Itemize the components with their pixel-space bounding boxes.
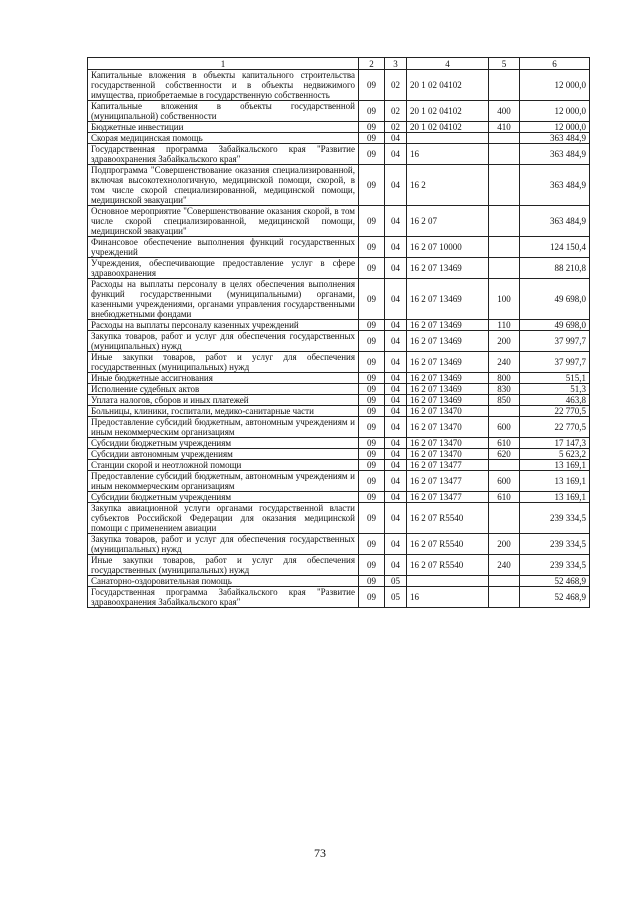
subsection-code: 04 bbox=[385, 555, 407, 576]
amount-value: 52 468,9 bbox=[520, 587, 590, 608]
section-code: 09 bbox=[359, 384, 385, 395]
expense-type-code bbox=[489, 406, 520, 417]
section-code: 09 bbox=[359, 122, 385, 133]
row-description: Станции скорой и неотложной помощи bbox=[88, 460, 359, 471]
expense-type-code: 600 bbox=[489, 417, 520, 438]
target-article-code: 16 2 07 10000 bbox=[407, 237, 489, 258]
amount-value: 37 997,7 bbox=[520, 352, 590, 373]
table-row bbox=[88, 555, 590, 576]
amount-value: 239 334,5 bbox=[520, 534, 590, 555]
target-article-code: 16 2 07 13477 bbox=[407, 471, 489, 492]
amount-value: 12 000,0 bbox=[520, 70, 590, 101]
section-code: 09 bbox=[359, 534, 385, 555]
subsection-code: 04 bbox=[385, 206, 407, 237]
table-body bbox=[88, 70, 590, 608]
target-article-code: 20 1 02 04102 bbox=[407, 122, 489, 133]
expense-type-code: 100 bbox=[489, 279, 520, 320]
target-article-code: 16 2 07 13469 bbox=[407, 373, 489, 384]
table-row bbox=[88, 122, 590, 133]
subsection-code: 04 bbox=[385, 144, 407, 165]
target-article-code: 20 1 02 04102 bbox=[407, 101, 489, 122]
target-article-code: 16 2 07 bbox=[407, 206, 489, 237]
header-row bbox=[88, 58, 590, 70]
amount-value: 22 770,5 bbox=[520, 406, 590, 417]
target-article-code: 16 bbox=[407, 144, 489, 165]
row-description: Субсидии бюджетным учреждениям bbox=[88, 492, 359, 503]
column-header: 5 bbox=[489, 58, 520, 70]
table-row bbox=[88, 373, 590, 384]
section-code: 09 bbox=[359, 320, 385, 331]
amount-value: 51,3 bbox=[520, 384, 590, 395]
row-description: Учреждения, обеспечивающие предоставление услуг в сфере здравоохранения bbox=[88, 258, 359, 279]
subsection-code: 04 bbox=[385, 279, 407, 320]
row-description: Бюджетные инвестиции bbox=[88, 122, 359, 133]
row-description: Иные закупки товаров, работ и услуг для обеспечения государственных (муниципальных) нужд bbox=[88, 352, 359, 373]
amount-value: 239 334,5 bbox=[520, 555, 590, 576]
expense-type-code: 240 bbox=[489, 352, 520, 373]
table-header bbox=[88, 58, 590, 70]
target-article-code bbox=[407, 133, 489, 144]
row-description: Предоставление субсидий бюджетным, автономным учреждениям и иным некоммерческим организациям bbox=[88, 417, 359, 438]
subsection-code: 04 bbox=[385, 417, 407, 438]
subsection-code: 04 bbox=[385, 373, 407, 384]
table-row bbox=[88, 352, 590, 373]
row-description: Расходы на выплаты персоналу в целях обеспечения выполнения функций государственными (муниципальными) органами, казенными учреждениями, органами управления государственными внебюджетными фондами bbox=[88, 279, 359, 320]
amount-value: 5 623,2 bbox=[520, 449, 590, 460]
target-article-code: 16 2 07 13470 bbox=[407, 449, 489, 460]
section-code: 09 bbox=[359, 587, 385, 608]
amount-value: 49 698,0 bbox=[520, 279, 590, 320]
expense-type-code bbox=[489, 133, 520, 144]
amount-value: 12 000,0 bbox=[520, 101, 590, 122]
amount-value: 124 150,4 bbox=[520, 237, 590, 258]
row-description: Иные закупки товаров, работ и услуг для обеспечения государственных (муниципальных) нужд bbox=[88, 555, 359, 576]
subsection-code: 02 bbox=[385, 101, 407, 122]
row-description: Подпрограмма "Совершенствование оказания специализированной, включая высокотехнологичную, медицинской помощи, скорой, в том числе скорой специализированной, медицинской помощи, медицинской эвакуации" bbox=[88, 165, 359, 206]
expense-type-code bbox=[489, 587, 520, 608]
expense-type-code: 850 bbox=[489, 395, 520, 406]
expense-type-code: 110 bbox=[489, 320, 520, 331]
budget-table bbox=[87, 57, 590, 608]
section-code: 09 bbox=[359, 133, 385, 144]
expense-type-code: 200 bbox=[489, 331, 520, 352]
row-description: Государственная программа Забайкальского края "Развитие здравоохранения Забайкальского края" bbox=[88, 144, 359, 165]
table-row bbox=[88, 438, 590, 449]
table-row bbox=[88, 320, 590, 331]
table-row bbox=[88, 534, 590, 555]
section-code: 09 bbox=[359, 460, 385, 471]
expense-type-code: 620 bbox=[489, 449, 520, 460]
row-description: Закупка товаров, работ и услуг для обеспечения государственных (муниципальных) нужд bbox=[88, 534, 359, 555]
row-description: Субсидии бюджетным учреждениям bbox=[88, 438, 359, 449]
subsection-code: 05 bbox=[385, 587, 407, 608]
amount-value: 49 698,0 bbox=[520, 320, 590, 331]
table-row bbox=[88, 331, 590, 352]
row-description: Иные бюджетные ассигнования bbox=[88, 373, 359, 384]
expense-type-code bbox=[489, 70, 520, 101]
target-article-code: 16 2 07 13470 bbox=[407, 438, 489, 449]
expense-type-code: 410 bbox=[489, 122, 520, 133]
section-code: 09 bbox=[359, 417, 385, 438]
row-description: Государственная программа Забайкальского края "Развитие здравоохранения Забайкальского края" bbox=[88, 587, 359, 608]
target-article-code: 16 2 bbox=[407, 165, 489, 206]
section-code: 09 bbox=[359, 206, 385, 237]
target-article-code: 16 2 07 13469 bbox=[407, 331, 489, 352]
table-row bbox=[88, 258, 590, 279]
row-description: Основное мероприятие "Совершенствование оказания скорой, в том числе скорой специализированной, медицинской помощи, медицинской эвакуации" bbox=[88, 206, 359, 237]
row-description: Закупка авиационной услуги органами государственной власти субъектов Российской Федерации для оказания медицинской помощи с применением авиации bbox=[88, 503, 359, 534]
section-code: 09 bbox=[359, 237, 385, 258]
subsection-code: 04 bbox=[385, 471, 407, 492]
row-description: Расходы на выплаты персоналу казенных учреждений bbox=[88, 320, 359, 331]
amount-value: 515,1 bbox=[520, 373, 590, 384]
table-row bbox=[88, 576, 590, 587]
target-article-code bbox=[407, 576, 489, 587]
expense-type-code: 400 bbox=[489, 101, 520, 122]
amount-value: 52 468,9 bbox=[520, 576, 590, 587]
row-description: Скорая медицинская помощь bbox=[88, 133, 359, 144]
target-article-code: 16 2 07 13470 bbox=[407, 417, 489, 438]
section-code: 09 bbox=[359, 373, 385, 384]
table-row bbox=[88, 384, 590, 395]
table-row bbox=[88, 144, 590, 165]
target-article-code: 16 2 07 13469 bbox=[407, 395, 489, 406]
section-code: 09 bbox=[359, 395, 385, 406]
section-code: 09 bbox=[359, 258, 385, 279]
expense-type-code bbox=[489, 576, 520, 587]
amount-value: 363 484,9 bbox=[520, 165, 590, 206]
amount-value: 13 169,1 bbox=[520, 460, 590, 471]
subsection-code: 02 bbox=[385, 122, 407, 133]
table-row bbox=[88, 237, 590, 258]
table-row bbox=[88, 133, 590, 144]
row-description: Исполнение судебных актов bbox=[88, 384, 359, 395]
amount-value: 13 169,1 bbox=[520, 492, 590, 503]
table-row bbox=[88, 449, 590, 460]
target-article-code: 16 2 07 13469 bbox=[407, 384, 489, 395]
section-code: 09 bbox=[359, 555, 385, 576]
table-row bbox=[88, 70, 590, 101]
subsection-code: 04 bbox=[385, 258, 407, 279]
subsection-code: 04 bbox=[385, 352, 407, 373]
section-code: 09 bbox=[359, 576, 385, 587]
section-code: 09 bbox=[359, 492, 385, 503]
amount-value: 363 484,9 bbox=[520, 206, 590, 237]
row-description: Уплата налогов, сборов и иных платежей bbox=[88, 395, 359, 406]
row-description: Предоставление субсидий бюджетным, автономным учреждениям и иным некоммерческим организациям bbox=[88, 471, 359, 492]
table-row bbox=[88, 587, 590, 608]
table-row bbox=[88, 492, 590, 503]
amount-value: 12 000,0 bbox=[520, 122, 590, 133]
section-code: 09 bbox=[359, 144, 385, 165]
section-code: 09 bbox=[359, 279, 385, 320]
target-article-code: 16 2 07 13477 bbox=[407, 460, 489, 471]
row-description: Закупка товаров, работ и услуг для обеспечения государственных (муниципальных) нужд bbox=[88, 331, 359, 352]
target-article-code: 16 2 07 13469 bbox=[407, 352, 489, 373]
subsection-code: 04 bbox=[385, 492, 407, 503]
expense-type-code: 830 bbox=[489, 384, 520, 395]
column-header: 3 bbox=[385, 58, 407, 70]
amount-value: 22 770,5 bbox=[520, 417, 590, 438]
expense-type-code bbox=[489, 237, 520, 258]
section-code: 09 bbox=[359, 352, 385, 373]
table-row bbox=[88, 279, 590, 320]
expense-type-code bbox=[489, 144, 520, 165]
target-article-code: 16 2 07 13469 bbox=[407, 320, 489, 331]
amount-value: 239 334,5 bbox=[520, 503, 590, 534]
target-article-code: 16 2 07 R5540 bbox=[407, 555, 489, 576]
subsection-code: 04 bbox=[385, 237, 407, 258]
section-code: 09 bbox=[359, 471, 385, 492]
subsection-code: 05 bbox=[385, 576, 407, 587]
subsection-code: 04 bbox=[385, 133, 407, 144]
expense-type-code bbox=[489, 460, 520, 471]
table-row bbox=[88, 406, 590, 417]
amount-value: 37 997,7 bbox=[520, 331, 590, 352]
target-article-code: 16 2 07 13469 bbox=[407, 258, 489, 279]
section-code: 09 bbox=[359, 449, 385, 460]
target-article-code: 16 2 07 R5540 bbox=[407, 503, 489, 534]
expense-type-code bbox=[489, 206, 520, 237]
subsection-code: 04 bbox=[385, 384, 407, 395]
table-row bbox=[88, 101, 590, 122]
subsection-code: 04 bbox=[385, 320, 407, 331]
column-header: 6 bbox=[520, 58, 590, 70]
subsection-code: 04 bbox=[385, 449, 407, 460]
row-description: Санаторно-оздоровительная помощь bbox=[88, 576, 359, 587]
table-row bbox=[88, 503, 590, 534]
section-code: 09 bbox=[359, 70, 385, 101]
table-row bbox=[88, 395, 590, 406]
subsection-code: 04 bbox=[385, 460, 407, 471]
amount-value: 363 484,9 bbox=[520, 133, 590, 144]
target-article-code: 20 1 02 04102 bbox=[407, 70, 489, 101]
section-code: 09 bbox=[359, 406, 385, 417]
column-header: 1 bbox=[88, 58, 359, 70]
column-header: 2 bbox=[359, 58, 385, 70]
amount-value: 363 484,9 bbox=[520, 144, 590, 165]
section-code: 09 bbox=[359, 101, 385, 122]
section-code: 09 bbox=[359, 503, 385, 534]
row-description: Субсидии автономным учреждениям bbox=[88, 449, 359, 460]
expense-type-code: 200 bbox=[489, 534, 520, 555]
expense-type-code: 610 bbox=[489, 492, 520, 503]
page-number: 73 bbox=[314, 846, 326, 860]
expense-type-code: 600 bbox=[489, 471, 520, 492]
target-article-code: 16 2 07 13477 bbox=[407, 492, 489, 503]
expense-type-code: 610 bbox=[489, 438, 520, 449]
row-description: Капитальные вложения в объекты капитального строительства государственной собственности и в объекты недвижимого имущества, приобретаемые в государственную собственность bbox=[88, 70, 359, 101]
target-article-code: 16 2 07 13470 bbox=[407, 406, 489, 417]
table-row bbox=[88, 460, 590, 471]
amount-value: 88 210,8 bbox=[520, 258, 590, 279]
row-description: Больницы, клиники, госпитали, медико-санитарные части bbox=[88, 406, 359, 417]
subsection-code: 04 bbox=[385, 331, 407, 352]
amount-value: 463,8 bbox=[520, 395, 590, 406]
subsection-code: 04 bbox=[385, 406, 407, 417]
amount-value: 17 147,3 bbox=[520, 438, 590, 449]
expense-type-code: 800 bbox=[489, 373, 520, 384]
section-code: 09 bbox=[359, 165, 385, 206]
table-row bbox=[88, 417, 590, 438]
subsection-code: 02 bbox=[385, 70, 407, 101]
subsection-code: 04 bbox=[385, 438, 407, 449]
subsection-code: 04 bbox=[385, 395, 407, 406]
target-article-code: 16 2 07 13469 bbox=[407, 279, 489, 320]
section-code: 09 bbox=[359, 438, 385, 449]
table-row bbox=[88, 206, 590, 237]
target-article-code: 16 2 07 R5540 bbox=[407, 534, 489, 555]
expense-type-code: 240 bbox=[489, 555, 520, 576]
expense-type-code bbox=[489, 503, 520, 534]
expense-type-code bbox=[489, 258, 520, 279]
subsection-code: 04 bbox=[385, 534, 407, 555]
subsection-code: 04 bbox=[385, 165, 407, 206]
expense-type-code bbox=[489, 165, 520, 206]
table-row bbox=[88, 165, 590, 206]
amount-value: 13 169,1 bbox=[520, 471, 590, 492]
section-code: 09 bbox=[359, 331, 385, 352]
row-description: Финансовое обеспечение выполнения функций государственных учреждений bbox=[88, 237, 359, 258]
target-article-code: 16 bbox=[407, 587, 489, 608]
row-description: Капитальные вложения в объекты государственной (муниципальной) собственности bbox=[88, 101, 359, 122]
table-row bbox=[88, 471, 590, 492]
subsection-code: 04 bbox=[385, 503, 407, 534]
column-header: 4 bbox=[407, 58, 489, 70]
